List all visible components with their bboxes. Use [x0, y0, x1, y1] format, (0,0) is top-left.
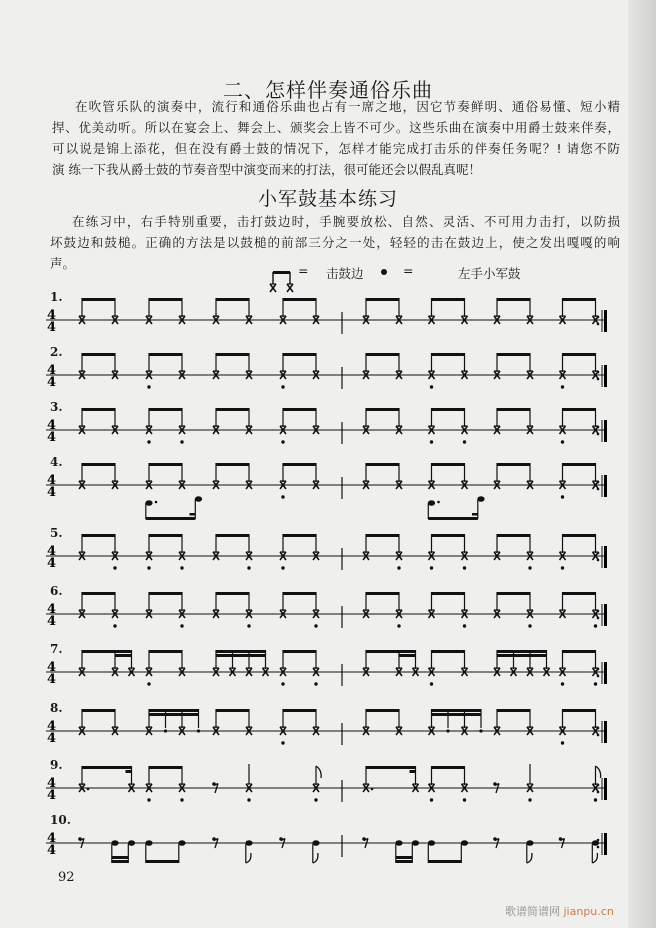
time-signature-bottom: 4	[47, 485, 57, 500]
beam	[432, 298, 465, 301]
secondary-beam	[432, 713, 449, 716]
beam	[497, 650, 547, 653]
final-barline-thick	[604, 778, 607, 800]
left-hand-dot	[430, 798, 433, 801]
beam	[283, 650, 316, 653]
left-hand-dot	[528, 624, 531, 627]
beam	[497, 408, 530, 411]
legend-rim-beam	[273, 271, 290, 274]
left-hand-dot	[314, 682, 317, 685]
time-signature-bottom: 4	[47, 375, 57, 390]
beam	[366, 592, 399, 595]
bass-notehead	[477, 496, 484, 502]
time-signature-top: 4	[47, 602, 57, 617]
final-barline-thick	[604, 662, 607, 684]
final-barline-thick	[604, 721, 607, 743]
left-hand-dot	[314, 798, 317, 801]
beam	[432, 408, 465, 411]
left-hand-dot	[113, 624, 116, 627]
beam	[432, 463, 465, 466]
legend-dot-symbol	[381, 269, 387, 275]
beam	[216, 353, 249, 356]
left-hand-dot	[180, 566, 183, 569]
subsection-title: 小军鼓基本练习	[257, 188, 398, 210]
exercise-number: 7.	[50, 642, 63, 656]
beam	[283, 298, 316, 301]
notehead	[245, 840, 252, 846]
beam	[497, 298, 530, 301]
augmentation-dot	[87, 788, 90, 791]
beam	[563, 353, 596, 356]
beam	[283, 463, 316, 466]
secondary-beam	[465, 713, 482, 716]
time-signature-bottom: 4	[47, 843, 57, 858]
secondary-beam	[115, 654, 132, 657]
beam	[146, 517, 196, 520]
secondary-beam	[166, 713, 183, 716]
exercise-number: 5.	[50, 526, 63, 540]
augmentation-dot	[437, 501, 440, 504]
secondary-beam	[112, 856, 129, 859]
exercise-number: 9.	[50, 758, 63, 772]
beam	[432, 709, 482, 712]
beam	[428, 860, 461, 863]
beam	[563, 709, 596, 712]
beam	[432, 650, 465, 653]
beam	[497, 353, 530, 356]
beam	[563, 592, 596, 595]
flag	[246, 853, 251, 863]
left-hand-dot	[247, 624, 250, 627]
ghost-note	[197, 729, 200, 732]
secondary-beam	[216, 654, 233, 657]
beam	[82, 592, 115, 595]
bass-notehead	[145, 500, 152, 506]
left-hand-dot	[594, 682, 597, 685]
secondary-beam	[497, 654, 514, 657]
exercise-number: 2.	[50, 345, 63, 359]
left-hand-dot	[180, 798, 183, 801]
legend-dot-equals: =	[403, 263, 414, 278]
beam	[82, 463, 115, 466]
ghost-note	[479, 729, 482, 732]
left-hand-dot	[147, 798, 150, 801]
beam	[82, 766, 132, 769]
secondary-beam	[514, 654, 531, 657]
left-hand-dot	[281, 741, 284, 744]
time-signature-bottom: 4	[47, 614, 57, 629]
notehead	[428, 840, 435, 846]
secondary-beam	[399, 654, 416, 657]
beam	[216, 463, 249, 466]
beam	[283, 353, 316, 356]
left-hand-dot	[430, 566, 433, 569]
beam	[563, 298, 596, 301]
left-hand-dot	[561, 682, 564, 685]
secondary-beam	[190, 513, 196, 516]
beam	[366, 353, 399, 356]
final-barline-thick	[604, 604, 607, 626]
notehead	[178, 840, 185, 846]
page-number: 92	[58, 870, 75, 885]
secondary-beam	[233, 654, 250, 657]
beam	[216, 298, 249, 301]
time-signature-top: 4	[47, 544, 57, 559]
left-hand-dot	[281, 385, 284, 388]
beam	[432, 353, 465, 356]
beam	[149, 463, 182, 466]
left-hand-dot	[247, 798, 250, 801]
practice-line-3: 声。	[50, 256, 76, 271]
bass-notehead	[428, 500, 435, 506]
exercise-number: 1.	[50, 290, 63, 304]
exercise-number: 10.	[50, 813, 71, 827]
time-signature-top: 4	[47, 363, 57, 378]
legend-dot-label: 左手小军鼓	[458, 266, 521, 281]
notehead	[145, 840, 152, 846]
beam	[563, 650, 596, 653]
beam	[149, 534, 182, 537]
left-hand-dot	[397, 624, 400, 627]
beam	[366, 766, 416, 769]
beam	[497, 592, 530, 595]
left-hand-dot	[147, 440, 150, 443]
left-hand-dot	[430, 440, 433, 443]
beam	[82, 298, 115, 301]
left-hand-dot	[528, 798, 531, 801]
secondary-beam	[410, 770, 416, 773]
left-hand-dot	[247, 566, 250, 569]
beam	[366, 298, 399, 301]
secondary-beam	[149, 713, 166, 716]
flag	[316, 766, 321, 778]
beam	[216, 650, 266, 653]
ghost-note	[164, 729, 167, 732]
notehead	[111, 840, 118, 846]
watermark-cn: 歌谱简谱网	[505, 905, 560, 918]
left-hand-dot	[463, 566, 466, 569]
left-hand-dot	[594, 624, 597, 627]
left-hand-dot	[113, 566, 116, 569]
beam	[366, 709, 399, 712]
intro-line-2: 捍、优美动听。所以在宴会上、舞会上、颁奖会上皆不可少。这些乐曲在演奏中用爵士鼓来伴奏，	[52, 120, 620, 135]
intro-line-1: 在吹管乐队的演奏中，流行和通俗乐曲也占有一席之地，因它节奏鲜明、通俗易懂、短小精	[75, 99, 620, 114]
beam	[396, 860, 413, 863]
time-signature-bottom: 4	[47, 430, 57, 445]
time-signature-top: 4	[47, 308, 57, 323]
beam	[283, 592, 316, 595]
time-signature-bottom: 4	[47, 320, 57, 335]
time-signature-bottom: 4	[47, 731, 57, 746]
secondary-beam	[126, 770, 132, 773]
flag	[313, 853, 318, 863]
beam	[366, 463, 399, 466]
beam	[82, 650, 132, 653]
beam	[563, 463, 596, 466]
legend-rim-equals: =	[298, 263, 309, 278]
beam	[82, 534, 115, 537]
beam	[149, 592, 182, 595]
exercise-number: 3.	[50, 400, 63, 414]
time-signature-top: 4	[47, 473, 57, 488]
secondary-beam	[182, 713, 199, 716]
left-hand-dot	[561, 385, 564, 388]
watermark	[505, 903, 614, 919]
beam	[82, 709, 115, 712]
beam	[82, 353, 115, 356]
notehead	[312, 840, 319, 846]
secondary-beam	[530, 654, 547, 657]
beam	[497, 709, 530, 712]
repeat-dot	[597, 846, 600, 849]
legend-rim-label: 击鼓边	[326, 266, 364, 281]
beam	[432, 766, 465, 769]
time-signature-top: 4	[47, 719, 57, 734]
secondary-beam	[472, 513, 478, 516]
left-hand-dot	[561, 440, 564, 443]
beam	[283, 534, 316, 537]
time-signature-top: 4	[47, 776, 57, 791]
beam	[216, 408, 249, 411]
left-hand-dot	[561, 495, 564, 498]
left-hand-dot	[594, 798, 597, 801]
final-barline-thick	[604, 420, 607, 442]
secondary-beam	[249, 654, 266, 657]
notehead	[412, 840, 419, 846]
left-hand-dot	[281, 566, 284, 569]
time-signature-bottom: 4	[47, 788, 57, 803]
beam	[149, 298, 182, 301]
left-hand-dot	[147, 566, 150, 569]
left-hand-dot	[528, 566, 531, 569]
watermark-url: jianpu.cn	[563, 905, 614, 918]
final-barline-thick	[604, 365, 607, 387]
augmentation-dot	[371, 788, 374, 791]
beam	[149, 709, 199, 712]
beam	[497, 534, 530, 537]
left-hand-dot	[314, 624, 317, 627]
flag	[527, 853, 532, 863]
notehead	[461, 840, 468, 846]
left-hand-dot	[147, 682, 150, 685]
flag	[592, 853, 597, 863]
beam	[366, 650, 416, 653]
left-hand-dot	[463, 798, 466, 801]
left-hand-dot	[430, 385, 433, 388]
notehead	[592, 840, 599, 846]
time-signature-bottom: 4	[47, 556, 57, 571]
final-barline-thick	[604, 833, 607, 855]
ghost-note	[446, 729, 449, 732]
left-hand-dot	[463, 624, 466, 627]
section-title: 二、怎样伴奏通俗乐曲	[223, 78, 433, 102]
time-signature-top: 4	[47, 660, 57, 675]
left-hand-dot	[147, 385, 150, 388]
beam	[563, 534, 596, 537]
left-hand-dot	[430, 682, 433, 685]
beam	[216, 592, 249, 595]
beam	[149, 650, 182, 653]
final-barline-thick	[604, 546, 607, 568]
beam	[216, 534, 249, 537]
beam	[497, 463, 530, 466]
beam	[216, 709, 249, 712]
left-hand-dot	[281, 495, 284, 498]
exercise-number: 6.	[50, 584, 63, 598]
beam	[366, 408, 399, 411]
final-barline-thick	[604, 475, 607, 497]
secondary-beam	[448, 713, 465, 716]
time-signature-top: 4	[47, 831, 57, 846]
left-hand-dot	[180, 624, 183, 627]
left-hand-dot	[561, 741, 564, 744]
time-signature-bottom: 4	[47, 672, 57, 687]
beam	[149, 353, 182, 356]
intro-line-3: 可以说是锦上添花，但在没有爵士鼓的情况下，怎样才能完成打击乐的伴奏任务呢？! 请您不防	[52, 141, 620, 156]
practice-line-2: 坏鼓边和鼓槌。正确的方法是以鼓槌的前部三分之一处，轻轻的击在鼓边上，使之发出嘎嘎的响	[50, 235, 620, 250]
flag	[596, 766, 601, 778]
left-hand-dot	[180, 440, 183, 443]
beam	[432, 592, 465, 595]
secondary-beam	[396, 856, 413, 859]
left-hand-dot	[281, 440, 284, 443]
intro-line-4: 演 练一下我从爵士鼓的节奏音型中演变而来的打法，很可能还会以假乱真呢！	[52, 162, 481, 177]
beam	[146, 860, 179, 863]
beam	[112, 860, 129, 863]
beam	[366, 534, 399, 537]
beam	[563, 408, 596, 411]
practice-line-1: 在练习中，右手特别重要，击打鼓边时，手腕要放松、自然、灵活、不可用力击打，以防损	[72, 214, 620, 229]
notehead	[526, 840, 533, 846]
beam	[428, 517, 478, 520]
beam	[82, 408, 115, 411]
notehead	[395, 840, 402, 846]
left-hand-dot	[463, 440, 466, 443]
notehead	[128, 840, 135, 846]
beam	[149, 766, 182, 769]
augmentation-dot	[155, 501, 158, 504]
time-signature-top: 4	[47, 418, 57, 433]
exercise-number: 4.	[50, 455, 63, 469]
bass-notehead	[195, 496, 202, 502]
beam	[283, 709, 316, 712]
left-hand-dot	[561, 566, 564, 569]
beam	[432, 534, 465, 537]
left-hand-dot	[281, 682, 284, 685]
exercise-number: 8.	[50, 701, 63, 715]
final-barline-thick	[604, 310, 607, 332]
beam	[149, 408, 182, 411]
left-hand-dot	[397, 566, 400, 569]
beam	[283, 408, 316, 411]
